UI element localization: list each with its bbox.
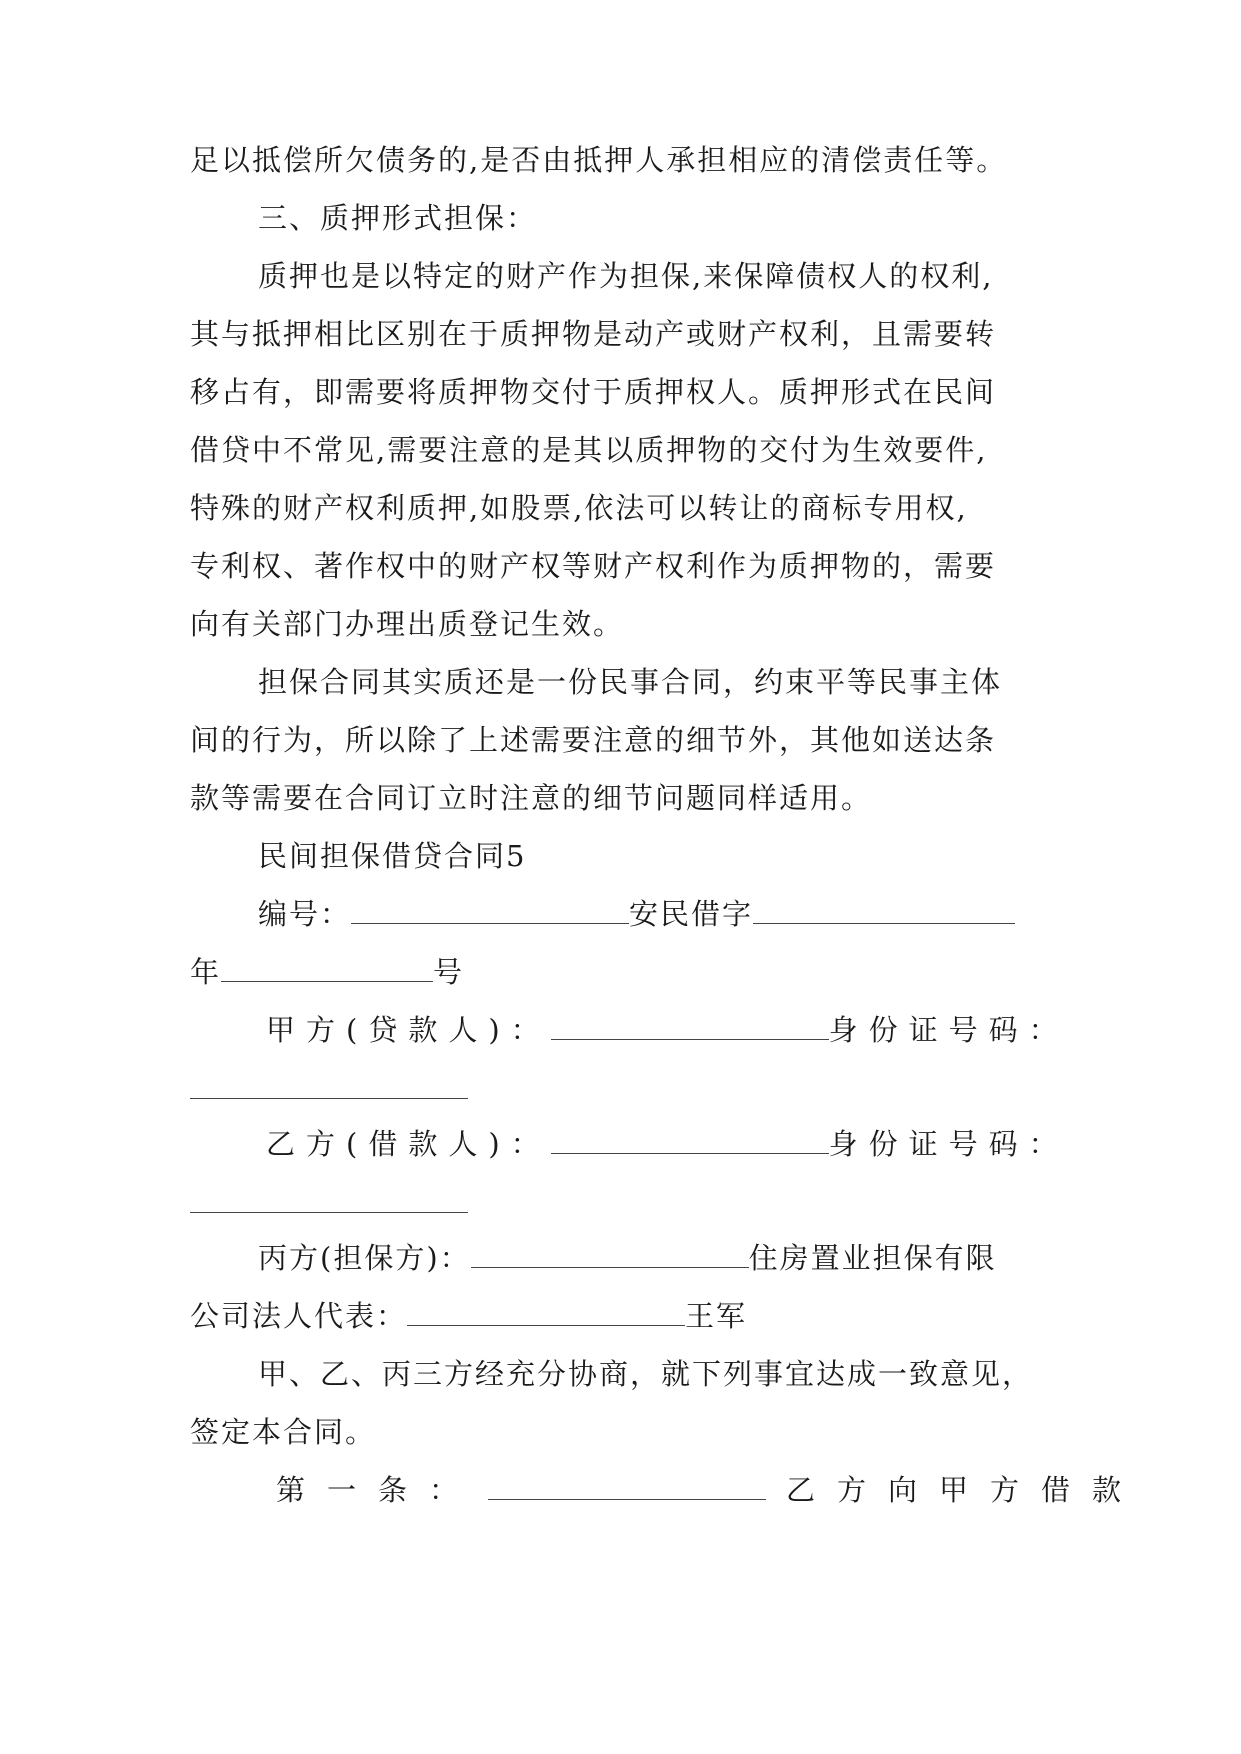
contract-title: 民间担保借贷合同5 (258, 839, 527, 873)
text-line: 特殊的财产权利质押,如股票,依法可以转让的商标专用权, (190, 491, 968, 525)
number-blank[interactable] (351, 897, 629, 924)
id-label-a: 身份证号码： (828, 1013, 1069, 1047)
text-line: 足以抵偿所欠债务的,是否由抵押人承担相应的清偿责任等。 (190, 143, 1008, 177)
text-line: 质押也是以特定的财产作为担保,来保障债权人的权利, (258, 259, 994, 293)
party-a-label: 甲方(贷款人)： (266, 1013, 551, 1047)
party-a-id-blank[interactable] (190, 1097, 468, 1099)
article-1-line (276, 1470, 1143, 1510)
agreement-line: 签定本合同。 (190, 1415, 377, 1449)
party-c-company: 住房置业担保有限 (748, 1241, 997, 1275)
party-b-blank[interactable] (551, 1127, 829, 1154)
party-b-line (266, 1124, 1069, 1164)
text-line: 间的行为，所以除了上述需要注意的细节外，其他如送达条 (190, 723, 997, 757)
id-label-b: 身份证号码： (828, 1127, 1069, 1161)
year-blank[interactable] (221, 955, 433, 982)
party-c-blank[interactable] (471, 1241, 749, 1268)
section-heading: 三、质押形式担保： (258, 201, 538, 235)
party-b-label: 乙方(借款人)： (266, 1127, 551, 1161)
text-line: 款等需要在合同订立时注意的细节问题同样适用。 (190, 781, 873, 815)
number-mid: 安民借字 (629, 897, 754, 931)
legal-rep-label: 公司法人代表： (190, 1299, 408, 1333)
article-1-label: 第一条： (276, 1473, 481, 1507)
party-c-line (258, 1238, 997, 1278)
agreement-line: 甲、乙、丙三方经充分协商，就下列事宜达成一致意见， (258, 1357, 1034, 1391)
legal-rep-name: 王军 (685, 1299, 748, 1333)
number-label: 编号： (258, 897, 352, 931)
party-a-blank[interactable] (551, 1013, 829, 1040)
text-line: 专利权、著作权中的财产权等财产权利作为质押物的，需要 (190, 549, 997, 583)
legal-rep-blank[interactable] (407, 1299, 685, 1326)
contract-number-line (258, 894, 1015, 934)
party-b-id-blank[interactable] (190, 1211, 468, 1213)
year-suffix: 号 (433, 955, 465, 989)
text-line: 借贷中不常见,需要注意的是其以质押物的交付为生效要件, (190, 433, 988, 467)
article-1-text: 乙方向甲方借款 (786, 1473, 1144, 1507)
article-1-blank[interactable] (488, 1473, 766, 1500)
year-label: 年 (190, 955, 222, 989)
party-a-line (266, 1010, 1069, 1050)
contract-year-line (190, 952, 464, 992)
number-blank-2[interactable] (753, 897, 1015, 924)
text-line: 向有关部门办理出质登记生效。 (190, 607, 625, 641)
text-line: 其与抵押相比区别在于质押物是动产或财产权利，且需要转 (190, 317, 997, 351)
party-c-label: 丙方(担保方)： (258, 1241, 471, 1275)
text-line: 移占有，即需要将质押物交付于质押权人。质押形式在民间 (190, 375, 997, 409)
legal-rep-line (190, 1296, 747, 1336)
text-line: 担保合同其实质还是一份民事合同，约束平等民事主体 (258, 665, 1003, 699)
